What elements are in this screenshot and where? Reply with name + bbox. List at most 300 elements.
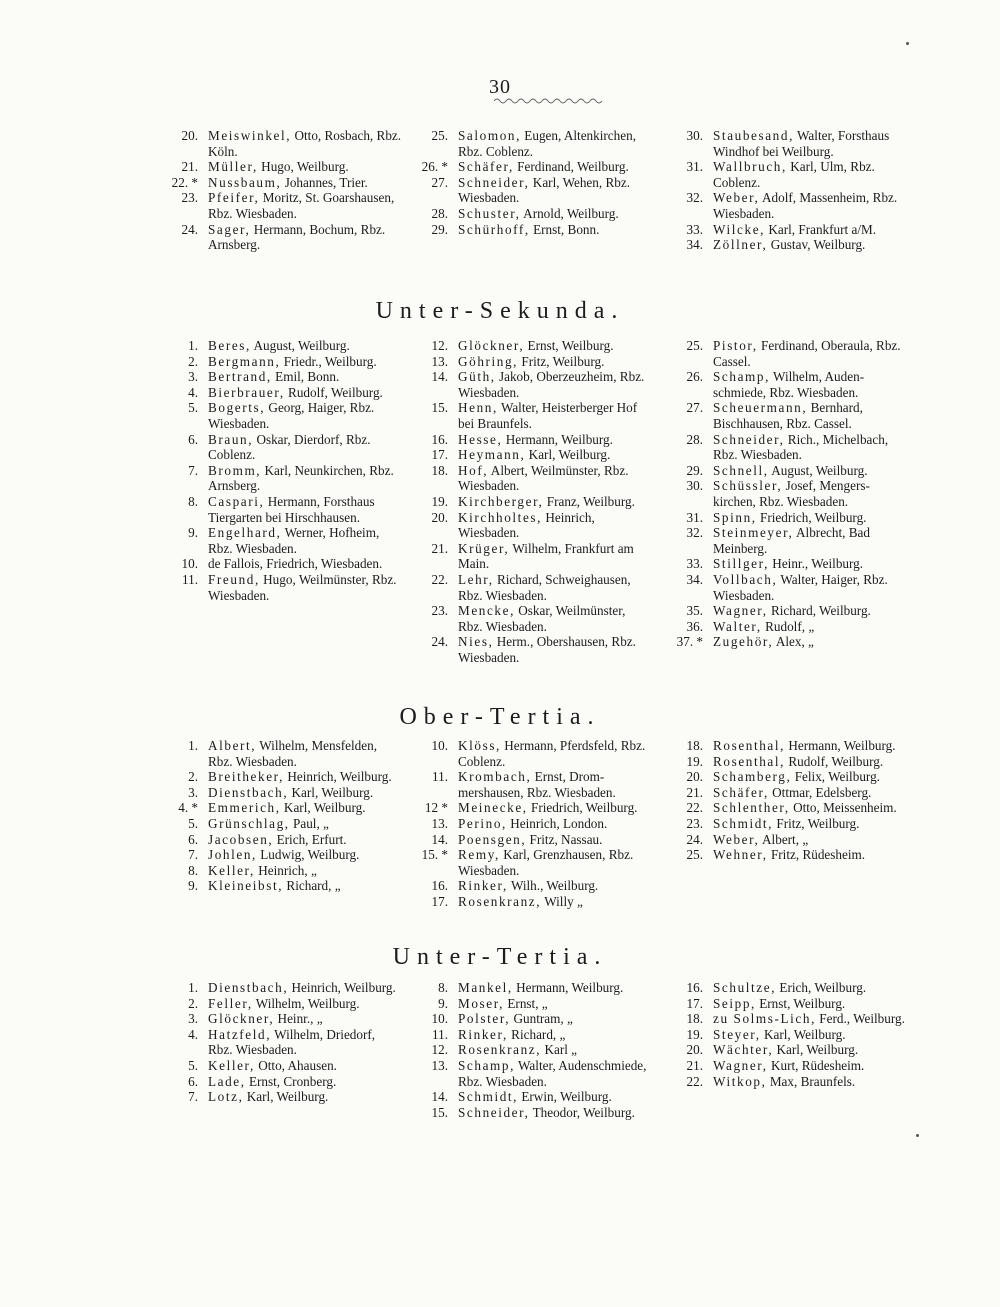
entry-surname: Nies, (458, 634, 494, 650)
list-item (667, 572, 907, 603)
list-item (667, 432, 907, 463)
list-item (412, 980, 652, 996)
entry-details: Wilhelm, Driedorf, Rbz. Wiesbaden. (208, 1026, 376, 1058)
entry-text (458, 447, 652, 463)
entry-text (458, 432, 652, 448)
entry-number: 21. (686, 1057, 703, 1073)
entry-text (458, 816, 652, 832)
entry-number: 15. (431, 1104, 448, 1120)
entry-details: Karl, Weilburg. (283, 800, 366, 816)
entry-number: 9. (188, 525, 198, 541)
entry-text (713, 478, 907, 509)
entry-surname: Engelhard, (208, 525, 282, 541)
list-item (412, 1089, 652, 1105)
entry-surname: Hesse, (458, 431, 503, 447)
entry-details: Ernst, Cronberg. (248, 1073, 337, 1089)
entry-details: Rudolf, Weilburg. (788, 753, 884, 769)
entry-text (208, 222, 402, 253)
entry-number: 6. (188, 1073, 198, 1089)
entry-text (458, 603, 652, 634)
list-item (667, 769, 907, 785)
scan-speck (906, 42, 909, 45)
entry-surname: Keller, (208, 1057, 255, 1073)
list-item (667, 478, 907, 509)
entry-details: August, Weilburg. (771, 462, 868, 478)
list-item (412, 338, 652, 354)
entry-number: 3. (188, 1011, 198, 1027)
list-item (162, 525, 402, 556)
entry-details: Richard, Weilburg. (770, 603, 871, 619)
entry-text (713, 432, 907, 463)
scan-speck (916, 1134, 919, 1137)
entry-text (208, 128, 402, 159)
entry-details: Hermann, Forsthaus Tiergarten bei Hirschhausen. (208, 493, 375, 525)
entry-number: 16. (686, 980, 703, 995)
entry-details: Georg, Haiger, Rbz. Wiesbaden. (208, 400, 375, 431)
section-title-ober-tertia: Ober-Tertia. (399, 704, 601, 730)
entry-number: 31. (686, 159, 703, 175)
entry-surname: Albert, (208, 738, 257, 753)
list-item (667, 1074, 907, 1090)
list-item (412, 354, 652, 370)
entry-number: 2. (188, 353, 198, 369)
entry-number: 20. (686, 769, 703, 785)
entry-number: 23. (431, 603, 448, 619)
list-item (162, 878, 402, 894)
entry-number: 11. (182, 571, 198, 587)
entry-number: 24. (181, 221, 198, 237)
entry-text (713, 980, 907, 996)
entry-details: Fritz, Weilburg. (521, 353, 605, 369)
entry-surname: Bogerts, (208, 400, 266, 416)
column-2-2 (667, 738, 907, 863)
list-item (667, 159, 907, 190)
entry-number: 32. (686, 525, 703, 541)
entry-details: Friedrich, Weilburg. (530, 800, 638, 816)
column-3-2 (667, 980, 907, 1089)
entry-number: 9. (438, 995, 448, 1011)
entry-text (208, 847, 402, 863)
entry-text (208, 385, 402, 401)
entry-number: 1. (188, 738, 198, 753)
entry-number: 14. (431, 1089, 448, 1105)
list-item (667, 237, 907, 253)
entry-surname: Polster, (458, 1011, 511, 1027)
entry-details: Hermann, Weilburg. (505, 431, 613, 447)
entry-text (458, 738, 652, 769)
list-item (412, 996, 652, 1012)
entry-surname: Lade, (208, 1073, 246, 1089)
entry-surname: Dienstbach, (208, 784, 289, 800)
entry-text (208, 1011, 402, 1027)
list-item (667, 190, 907, 221)
entry-number: 27. (686, 400, 703, 416)
entry-details: Albert, „ (762, 831, 809, 847)
entry-text (458, 369, 652, 400)
entry-number: 8. (188, 862, 198, 878)
entry-number: 17. (431, 447, 448, 463)
list-item (412, 222, 652, 238)
entry-surname: Henn, (458, 400, 498, 416)
entry-text (208, 878, 402, 894)
entry-number: 16. (431, 431, 448, 447)
entry-details: Karl, Weilburg. (776, 1042, 859, 1058)
entry-details: Heinrich, Weilburg. (287, 769, 392, 785)
list-item (667, 980, 907, 996)
column-0-0 (162, 128, 402, 253)
entry-details: Otto, Meissenheim. (793, 800, 897, 816)
entry-surname: Kleineibst, (208, 878, 284, 894)
entry-details: Fritz, Nassau. (529, 831, 603, 847)
list-item (412, 432, 652, 448)
entry-details: Rudolf, Weilburg. (288, 384, 383, 400)
column-3-0 (162, 980, 402, 1105)
entry-surname: Seipp, (713, 995, 756, 1011)
list-item (162, 816, 402, 832)
entry-details: Wilhelm, Audenschmiede, Rbz. Wiesbaden. (713, 369, 865, 400)
entry-number: 35. (686, 603, 703, 619)
list-item (412, 1042, 652, 1058)
entry-number: 25. (686, 338, 703, 353)
entry-surname: Wilcke, (713, 221, 766, 237)
column-1-1 (412, 338, 652, 665)
entry-surname: Staubesand, (713, 128, 794, 143)
list-item (162, 494, 402, 525)
entry-details: Karl, Wehen, Rbz. Wiesbaden. (458, 174, 631, 206)
entry-surname: Nussbaum, (208, 174, 282, 190)
entry-surname: Salomon, (458, 128, 521, 143)
entry-details: Johannes, Trier. (284, 174, 368, 190)
entry-details: Moritz, St. Goarshausen, Rbz. Wiesbaden. (208, 190, 395, 221)
entry-number: 29. (431, 221, 448, 237)
entry-text (458, 1042, 652, 1058)
section-title-unter-sekunda: Unter-Sekunda. (375, 298, 625, 324)
entry-details: Rudolf, „ (765, 618, 815, 634)
list-item (162, 128, 402, 159)
entry-surname: Wagner, (713, 1057, 768, 1073)
entry-number: 15. * (421, 847, 448, 863)
entry-surname: Zugehör, (713, 634, 774, 650)
entry-details: Friedrich, Weilburg. (759, 509, 867, 525)
list-item (667, 400, 907, 431)
entry-surname: Emmerich, (208, 800, 281, 816)
list-item (667, 369, 907, 400)
column-0-2 (667, 128, 907, 253)
entry-text (713, 1074, 907, 1090)
entry-surname: Dienstbach, (208, 980, 289, 995)
entry-text (458, 175, 652, 206)
entry-text (713, 634, 907, 650)
list-item (162, 1027, 402, 1058)
list-item (412, 400, 652, 431)
entry-text (458, 847, 652, 878)
list-item (412, 175, 652, 206)
entry-surname: Heymann, (458, 447, 526, 463)
entry-details: Karl, Ulm, Rbz. Coblenz. (713, 159, 875, 190)
list-item (162, 1058, 402, 1074)
entry-details: Gustav, Weilburg. (770, 237, 866, 253)
entry-surname: Schmidt, (458, 1089, 519, 1105)
entry-surname: Schneider, (458, 174, 530, 190)
list-item (412, 1058, 652, 1089)
entry-number: 32. (686, 190, 703, 206)
entry-surname: Jacobsen, (208, 831, 274, 847)
entry-details: Fritz, Weilburg. (776, 815, 860, 831)
entry-surname: Poensgen, (458, 831, 527, 847)
entry-number: 16. (431, 878, 448, 894)
entry-number: 18. (431, 462, 448, 478)
entry-details: Ottmar, Edelsberg. (772, 784, 872, 800)
entry-text (208, 769, 402, 785)
entry-details: Adolf, Massenheim, Rbz. Wiesbaden. (713, 190, 898, 221)
entry-surname: Meiswinkel, (208, 128, 292, 143)
entry-number: 4. * (178, 800, 198, 816)
list-item (162, 369, 402, 385)
entry-details: Hermann, Weilburg. (516, 980, 624, 995)
entry-number: 3. (188, 369, 198, 385)
list-item (412, 128, 652, 159)
entry-surname: Krombach, (458, 769, 532, 785)
list-item (162, 463, 402, 494)
entry-details: Emil, Bonn. (275, 369, 340, 385)
entry-text (458, 878, 652, 894)
entry-details: Albrecht, Bad Meinberg. (713, 525, 870, 556)
entry-surname: Schneider, (458, 1104, 530, 1120)
list-item (667, 800, 907, 816)
list-item (162, 980, 402, 996)
entry-number: 12. (431, 1042, 448, 1058)
list-item (667, 525, 907, 556)
entry-details: Karl, Weilburg. (291, 784, 374, 800)
entry-surname: Klöss, (458, 738, 501, 753)
entry-text (208, 463, 402, 494)
entry-details: Wilhelm, Frankfurt am Main. (458, 540, 634, 572)
entry-details: Oskar, Dierdorf, Rbz. Coblenz. (208, 431, 371, 463)
entry-text (208, 572, 402, 603)
entry-surname: Schlenther, (713, 800, 790, 816)
entry-text (713, 619, 907, 635)
entry-text (458, 1058, 652, 1089)
entry-number: 2. (188, 769, 198, 785)
entry-text (713, 800, 907, 816)
entry-surname: Schamberg, (713, 769, 792, 785)
list-item (412, 800, 652, 816)
entry-number: 10. (431, 738, 448, 753)
entry-surname: Wehner, (713, 847, 768, 863)
list-item (162, 338, 402, 354)
entry-details: Willy „ (544, 893, 583, 909)
entry-text (208, 175, 402, 191)
entry-surname: Glöckner, (458, 338, 525, 353)
entry-surname: Mankel, (458, 980, 513, 995)
entry-text (713, 159, 907, 190)
entry-surname: Güth, (458, 369, 496, 385)
entry-number: 14. (431, 369, 448, 385)
entry-surname: Remy, (458, 847, 500, 863)
entry-text (208, 816, 402, 832)
entry-number: 21. (181, 159, 198, 175)
entry-details: Ludwig, Weilburg. (260, 847, 360, 863)
entry-text (713, 237, 907, 253)
entry-details: Rich., Michelbach, Rbz. Wiesbaden. (713, 431, 889, 463)
entry-surname: Bierbrauer, (208, 384, 285, 400)
entry-details: Heinrich, London. (510, 815, 608, 831)
list-item (412, 494, 652, 510)
entry-text (713, 572, 907, 603)
entry-surname: Bertrand, (208, 369, 272, 385)
entry-details: Guntram, „ (513, 1011, 573, 1027)
entry-details: August, Weilburg. (253, 338, 350, 353)
entry-text (713, 785, 907, 801)
entry-surname: Krüger, (458, 540, 510, 556)
entry-surname: Stillger, (713, 556, 769, 572)
entry-text (458, 572, 652, 603)
entry-text (713, 190, 907, 221)
entry-details: Ferdinand, Oberaula, Rbz. Cassel. (713, 338, 901, 369)
list-item (412, 463, 652, 494)
list-item (412, 369, 652, 400)
entry-number: 22. * (171, 174, 198, 190)
list-item (667, 619, 907, 635)
entry-number: 10. (181, 556, 198, 572)
list-item (162, 1011, 402, 1027)
entry-text (458, 1011, 652, 1027)
entry-text (458, 159, 652, 175)
list-item (162, 1089, 402, 1105)
entry-details: Theodor, Weilburg. (532, 1104, 635, 1120)
entry-details: Bernhard, Bischhausen, Rbz. Cassel. (713, 400, 863, 431)
entry-text (713, 128, 907, 159)
entry-surname: Hof, (458, 462, 489, 478)
list-item (667, 1058, 907, 1074)
entry-number: 5. (188, 1057, 198, 1073)
list-item (667, 816, 907, 832)
entry-number: 24. (431, 634, 448, 650)
entry-number: 7. (188, 462, 198, 478)
list-item (412, 510, 652, 541)
list-item (412, 206, 652, 222)
entry-number: 24. (686, 831, 703, 847)
entry-number: 13. (431, 1057, 448, 1073)
entry-number: 8. (188, 493, 198, 509)
entry-surname: Rosenthal, (713, 753, 786, 769)
entry-number: 28. (686, 431, 703, 447)
entry-text (208, 190, 402, 221)
entry-details: Heinrich, Weilburg. (291, 980, 396, 995)
entry-number: 22. (686, 1073, 703, 1089)
entry-text (208, 738, 402, 769)
entry-surname: Bergmann, (208, 353, 281, 369)
entry-number: 11. (432, 1026, 448, 1042)
list-item (667, 463, 907, 479)
entry-number: 22. (686, 800, 703, 816)
entry-text (458, 1105, 652, 1121)
list-item (412, 847, 652, 878)
entry-surname: Rosenthal, (713, 738, 786, 753)
entry-surname: Lehr, (458, 571, 494, 587)
entry-surname: Scheuermann, (713, 400, 808, 416)
entry-surname: Schäfer, (458, 159, 514, 175)
entry-surname: Mencke, (458, 603, 515, 619)
entry-number: 25. (686, 847, 703, 863)
entry-text (458, 541, 652, 572)
entry-text (713, 400, 907, 431)
list-item (667, 128, 907, 159)
list-item (412, 1027, 652, 1043)
entry-details: Arnold, Weilburg. (523, 205, 619, 221)
entry-text (208, 525, 402, 556)
entry-number: 26. * (421, 159, 448, 175)
entry-details: Franz, Weilburg. (546, 493, 635, 509)
entry-number: 6. (188, 431, 198, 447)
entry-details: Walter, Audenschmiede, Rbz. Wiesbaden. (458, 1057, 647, 1089)
list-item (667, 738, 907, 754)
list-item (162, 832, 402, 848)
entry-text (713, 832, 907, 848)
entry-text (713, 222, 907, 238)
entry-surname: Caspari, (208, 493, 265, 509)
entry-number: 33. (686, 556, 703, 572)
list-item (412, 447, 652, 463)
list-item (667, 832, 907, 848)
entry-number: 11. (432, 769, 448, 785)
entry-number: 36. (686, 618, 703, 634)
entry-text (458, 1089, 652, 1105)
list-item (412, 816, 652, 832)
entry-number: 9. (188, 878, 198, 894)
entry-number: 12 * (424, 800, 448, 816)
entry-text (458, 769, 652, 800)
entry-details: Ernst, Drommershausen, Rbz. Wiesbaden. (458, 769, 616, 800)
entry-text (458, 1027, 652, 1043)
entry-details: Herm., Obershausen, Rbz. Wiesbaden. (458, 634, 636, 665)
entry-number: 19. (431, 493, 448, 509)
entry-details: Ernst, Weilburg. (527, 338, 614, 353)
entry-surname: Feller, (208, 995, 253, 1011)
entry-surname: Schamp, (458, 1057, 515, 1073)
entry-text (208, 338, 402, 354)
entry-surname: Breitheker, (208, 769, 285, 785)
entry-details: Wilh., Weilburg. (510, 878, 599, 894)
list-item (162, 556, 402, 572)
entry-details: Otto, Rosbach, Rbz. Köln. (208, 128, 402, 159)
entry-details: Jakob, Oberzeuzheim, Rbz. Wiesbaden. (458, 369, 645, 400)
list-item (162, 400, 402, 431)
entry-details: Wilhelm, Mensfelden, Rbz. Wiesbaden. (208, 738, 378, 769)
entry-number: 29. (686, 462, 703, 478)
list-item (162, 354, 402, 370)
entry-details: Felix, Weilburg. (794, 769, 880, 785)
entry-text (458, 832, 652, 848)
entry-details: Ernst, Weilburg. (759, 995, 846, 1011)
entry-surname: Sager, (208, 221, 251, 237)
entry-text (458, 996, 652, 1012)
entry-text (458, 894, 652, 910)
entry-surname: Freund, (208, 571, 260, 587)
entry-surname: Beres, (208, 338, 251, 353)
entry-details: Erich, Weilburg. (779, 980, 867, 995)
list-item (412, 159, 652, 175)
entry-text (713, 525, 907, 556)
entry-surname: Kirchberger, (458, 493, 544, 509)
list-item (667, 785, 907, 801)
entry-surname: Wächter, (713, 1042, 774, 1058)
list-item (162, 863, 402, 879)
column-1-2 (667, 338, 907, 650)
entry-text (458, 222, 652, 238)
entry-details: Walter, Heisterberger Hof bei Braunfels. (458, 400, 638, 431)
list-item (412, 769, 652, 800)
